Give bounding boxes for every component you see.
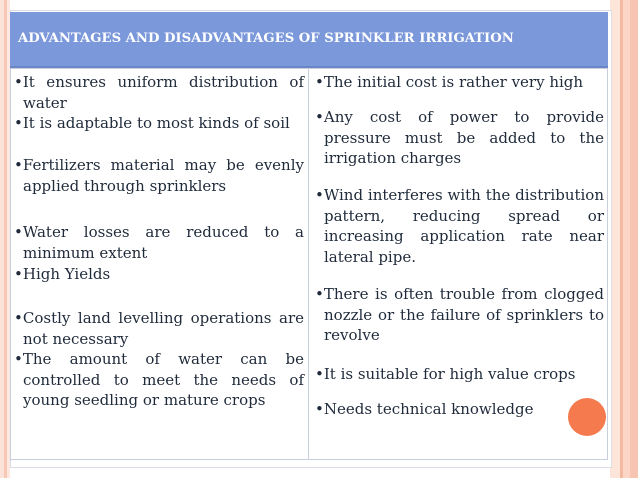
disadvantage-item: •It is suitable for high value crops	[315, 365, 576, 383]
orange-circle-decor	[568, 398, 606, 436]
advantage-item: •The amount of water can be controlled to meet the needs of young seedling or mature crops	[14, 350, 304, 409]
column-divider	[308, 68, 309, 460]
slide-title: ADVANTAGES AND DISADVANTAGES OF SPRINKLER IRRIGATION	[18, 31, 514, 46]
advantage-item: •Water losses are reduced to a minimum extent	[14, 223, 304, 262]
advantage-item: •Costly land levelling operations are not necessary	[14, 309, 304, 348]
advantage-item: •It is adaptable to most kinds of soil	[14, 114, 290, 132]
disadvantage-item: •Needs technical knowledge	[315, 400, 534, 418]
disadvantage-item: •Wind interferes with the distribution pattern, reducing spread or increasing application rate near lateral pipe.	[315, 186, 604, 266]
disadvantage-item: •There is often trouble from clogged nozzle or the failure of sprinklers to revolve	[315, 285, 604, 344]
disadvantage-item: •Any cost of power to provide pressure must be added to the irrigation charges	[315, 108, 604, 167]
advantage-item: •It ensures uniform distribution of water	[14, 73, 304, 112]
disadvantage-item: •The initial cost is rather very high	[315, 73, 584, 91]
advantage-item: •High Yields	[14, 265, 111, 283]
title-bar	[10, 12, 608, 68]
right-decor-stripe	[610, 0, 638, 478]
advantage-item: •Fertilizers material may be evenly applied through sprinklers	[14, 156, 304, 195]
left-decor-stripe	[0, 0, 10, 478]
